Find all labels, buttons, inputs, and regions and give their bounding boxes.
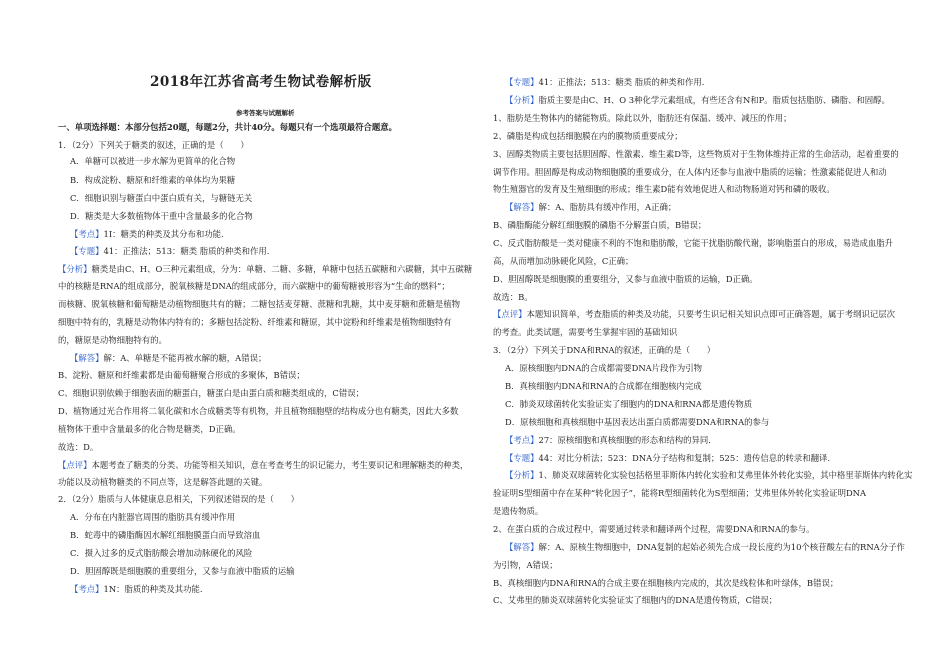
fenxi-text: 糖类是由C、H、O三种元素组成，分为：单糖、二糖、多糖，单糖中包括五碳糖和六碳糖，其中五碳糖 — [91, 264, 473, 274]
q3-jieda-line: B、真核细胞内DNA和RNA的合成主要在细胞核内完成的，其次是线粒体和叶绿体，B错误； — [493, 578, 839, 588]
kaodian-tag: 【考点】 — [70, 229, 104, 239]
q2-fenxi — [505, 95, 890, 106]
kaodian-text: 1N：脂质的种类及其功能. — [103, 584, 203, 594]
kaodian-tag: 【考点】 — [70, 584, 104, 594]
q2-dianping — [493, 309, 895, 320]
q3-kaodian — [505, 435, 711, 446]
q3-jieda-line: 为引物，A错误； — [493, 560, 558, 570]
zhuanti-text: 44：对比分析法；523：DNA分子结构和复制；525：遗传信息的转录和翻译. — [538, 453, 831, 463]
q2-answer: 故选：B。 — [493, 292, 533, 302]
document-subtitle: 参考答案与试题解析 — [236, 109, 295, 117]
q1-jieda-line: C、细胞识别依赖于细胞表面的糖蛋白，糖蛋白是由蛋白质和糖类组成的，C错误； — [58, 388, 364, 398]
q3-fenxi-line: 是遗传物质。 — [493, 506, 544, 516]
jieda-tag: 【解答】 — [70, 353, 104, 363]
q1-fenxi-line: 细胞中特有的，乳糖是动物体内特有的；多糖包括淀粉、纤维素和糖原，其中淀粉和纤维素是植物细胞特有 — [58, 317, 452, 327]
zhuanti-tag: 【专题】 — [505, 453, 539, 463]
q1-dianping — [58, 460, 468, 471]
q2-jieda-line: D、胆固醇既是细胞膜的重要组分，又参与血液中脂质的运输，D正确。 — [493, 274, 758, 284]
q1-jieda-line: D、植物通过光合作用将二氧化碳和水合成糖类等有机物，并且植物细胞壁的结构成分也有糖类，因此大多数 — [58, 406, 459, 416]
q1-zhuanti — [70, 246, 269, 257]
document-title: 2018年江苏省高考生物试卷解析版 — [150, 74, 372, 90]
q1-option-a: A．单糖可以被进一步水解为更简单的化合物 — [70, 156, 236, 166]
jieda-text: 解：A、脂肪具有缓冲作用，A正确； — [538, 202, 677, 212]
q3-option-a: A．原核细胞内DNA的合成都需要DNA片段作为引物 — [505, 363, 702, 373]
kaodian-text: 1I：糖类的种类及其分布和功能. — [103, 229, 224, 239]
fenxi-text: 1、肺炎双球菌转化实验包括格里菲斯体内转化实验和艾弗里体外转化实验，其中格里菲斯体内转化实 — [538, 470, 913, 480]
q1-option-c: C．细胞识别与糖蛋白中蛋白质有关，与糖链无关 — [70, 193, 253, 203]
dianping-tag: 【点评】 — [58, 460, 92, 470]
jieda-text: 解：A、原核生物细胞中，DNA复制的起始必须先合成一段长度约为10个核苷酸左右的RNA分子作 — [538, 542, 905, 552]
q3-fenxi-line: 2、在蛋白质的合成过程中，需要通过转录和翻译两个过程，需要DNA和RNA的参与。 — [493, 524, 815, 534]
q2-kaodian — [70, 584, 203, 595]
q3-option-d: D．原核细胞和真核细胞中基因表达出蛋白质都需要DNA和RNA的参与 — [505, 417, 770, 427]
q1-answer: 故选：D。 — [58, 442, 99, 452]
question-2: 2．（2分）脂质与人体健康息息相关，下列叙述错误的是（ ） — [58, 494, 299, 504]
q2-fenxi-line: 物生殖器官的发育及生殖细胞的形成；维生素D能有效地促进人和动物肠道对钙和磷的吸收。 — [493, 184, 835, 194]
q1-kaodian — [70, 229, 224, 240]
q3-jieda-line: C、艾弗里的肺炎双球菌转化实验证实了细胞内的DNA是遗传物质，C错误； — [493, 595, 778, 605]
q1-fenxi-line: 中的核糖是RNA的组成部分，脱氧核糖是DNA的组成部分，而六碳糖中的葡萄糖被形容为“生命的燃料”； — [58, 281, 450, 291]
q1-option-b: B．构成淀粉、糖原和纤维素的单体均为果糖 — [70, 175, 236, 185]
question-3: 3．（2分）下列关于DNA和RNA的叙述，正确的是（ ） — [493, 345, 716, 355]
dianping-tag: 【点评】 — [493, 309, 527, 319]
q2-option-b: B．蛇毒中的磷脂酶因水解红细胞膜蛋白而导致溶血 — [70, 530, 261, 540]
q1-fenxi — [58, 264, 472, 275]
q2-jieda-line: 高，从而增加动脉硬化风险，C正确； — [493, 256, 634, 266]
q1-fenxi-line: 的，糖原是动物细胞特有的。 — [58, 335, 167, 345]
fenxi-tag: 【分析】 — [505, 470, 539, 480]
q2-option-c: C．摄入过多的反式脂肪酸会增加动脉硬化的风险 — [70, 548, 253, 558]
q3-option-b: B．真核细胞内DNA和RNA的合成都在细胞核内完成 — [505, 381, 702, 391]
q1-option-d: D．糖类是大多数植物体干重中含量最多的化合物 — [70, 211, 253, 221]
fenxi-tag: 【分析】 — [58, 264, 92, 274]
zhuanti-tag: 【专题】 — [505, 77, 539, 87]
fenxi-text: 脂质主要是由C、H、O 3种化学元素组成，有些还含有N和P。脂质包括脂肪、磷脂、和固醇。 — [538, 95, 890, 105]
q2-option-a: A．分布在内脏器官周围的脂肪具有缓冲作用 — [70, 512, 236, 522]
q2-dianping-line: 的考查。此类试题，需要考生掌握牢固的基础知识 — [493, 327, 678, 337]
q3-fenxi-line: 验证明S型细菌中存在某种“转化因子”，能将R型细菌转化为S型细菌；艾弗里体外转化实验证明DNA — [493, 488, 867, 498]
q3-zhuanti — [505, 453, 830, 464]
jieda-tag: 【解答】 — [505, 542, 539, 552]
q2-fenxi-line: 3、固醇类物质主要包括胆固醇、性激素、维生素D等，这些物质对于生物体维持正常的生命活动，起着重要的 — [493, 149, 899, 159]
q1-jieda — [70, 353, 266, 364]
kaodian-text: 27：原核细胞和真核细胞的形态和结构的异同. — [538, 435, 711, 445]
zhuanti-text: 41：正推法；513：糖类 脂质的种类和作用. — [538, 77, 705, 87]
jieda-text: 解：A、单糖是不能再被水解的糖，A错误； — [103, 353, 267, 363]
zhuanti-tag: 【专题】 — [70, 246, 104, 256]
q2-zhuanti — [505, 77, 704, 88]
q1-jieda-line: 植物体干重中含量最多的化合物是糖类，D正确。 — [58, 424, 241, 434]
q2-fenxi-line: 1、脂肪是生物体内的储能物质。除此以外，脂肪还有保温、缓冲、减压的作用； — [493, 113, 792, 123]
dianping-text: 本题知识简单，考查脂质的种类及功能，只要考生识记相关知识点即可正确答题，属于考纲识记层次 — [526, 309, 895, 319]
q2-jieda-line: B、磷脂酶能分解红细胞膜的磷脂不分解蛋白质，B错误； — [493, 220, 707, 230]
q2-fenxi-line: 2、磷脂是构成包括细胞膜在内的膜物质重要成分； — [493, 131, 683, 141]
q3-jieda — [505, 542, 905, 553]
q2-fenxi-line: 调节作用。胆固醇是构成动物细胞膜的重要成分，在人体内还参与血液中脂质的运输；性激素能促进人和动 — [493, 167, 887, 177]
q1-jieda-line: B、淀粉、糖原和纤维素都是由葡萄糖聚合形成的多聚体，B错误； — [58, 370, 305, 380]
kaodian-tag: 【考点】 — [505, 435, 539, 445]
q3-option-c: C．肺炎双球菌转化实验证实了细胞内的DNA和RNA都是遗传物质 — [505, 399, 753, 409]
dianping-text: 本题考查了糖类的分类、功能等相关知识，意在考查考生的识记能力，考生要识记和理解糖类的种类， — [91, 460, 469, 470]
q2-jieda-line: C、反式脂肪酸是一类对健康不利的不饱和脂肪酸，它能干扰脂肪酸代谢，影响脂蛋白的形成，易造成血脂升 — [493, 238, 894, 248]
q3-fenxi — [505, 470, 912, 481]
zhuanti-text: 41：正推法；513：糖类 脂质的种类和作用. — [103, 246, 270, 256]
section-heading: 一、单项选择题：本部分包括20题，每题2分，共计40分。每题只有一个选项最符合题意。 — [58, 122, 398, 132]
question-1: 1．（2分）下列关于糖类的叙述，正确的是（ ） — [58, 140, 249, 150]
jieda-tag: 【解答】 — [505, 202, 539, 212]
q1-dianping-line: 功能以及动植物糖类的不同点等，这是解答此题的关键。 — [58, 477, 268, 487]
q1-fenxi-line: 而核糖、脱氧核糖和葡萄糖是动植物细胞共有的糖；二糖包括麦芽糖、蔗糖和乳糖，其中麦芽糖和蔗糖是植物 — [58, 299, 460, 309]
fenxi-tag: 【分析】 — [505, 95, 539, 105]
q2-jieda — [505, 202, 676, 213]
q2-option-d: D．胆固醇既是细胞膜的重要组分，又参与血液中脂质的运输 — [70, 566, 295, 576]
